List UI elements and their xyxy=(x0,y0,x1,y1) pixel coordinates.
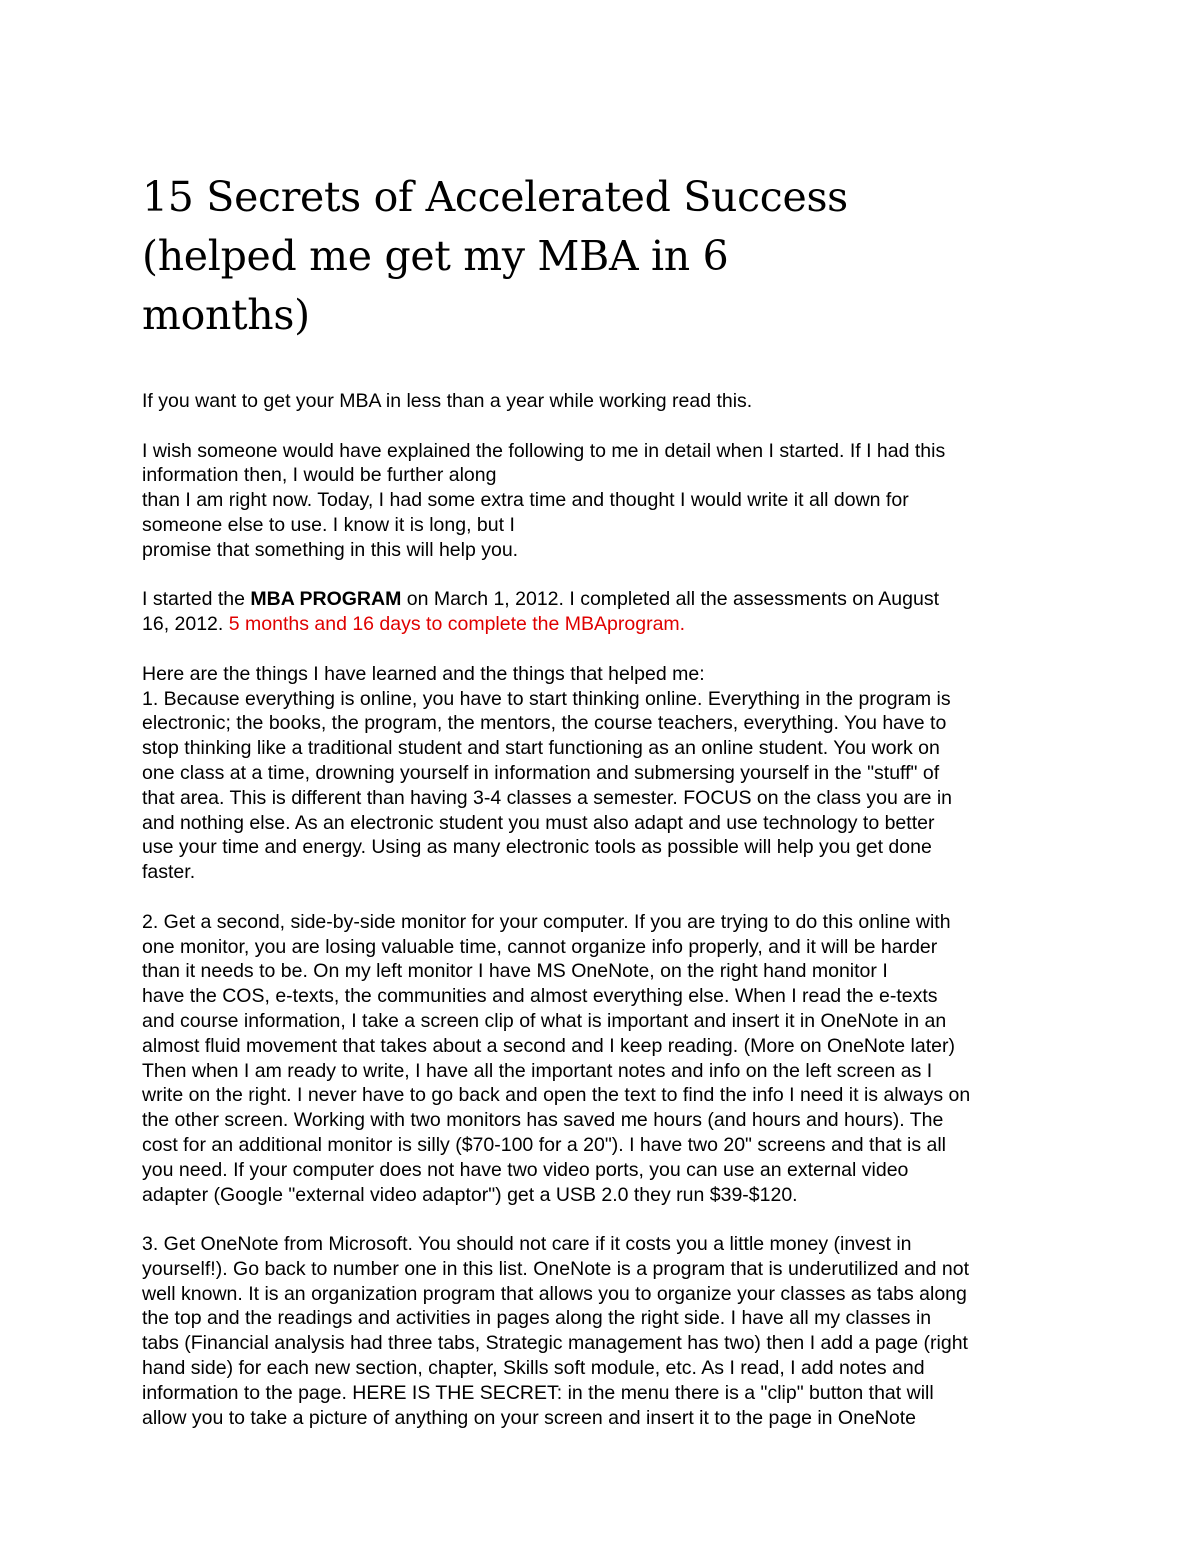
paragraph-line: 1. Because everything is online, you have to start thinking online. Everything in the program is xyxy=(142,687,951,710)
title-line: months) xyxy=(142,291,310,339)
paragraph-line: that area. This is different than having 3-4 classes a semester. FOCUS on the class you are in xyxy=(142,786,953,809)
document-page xyxy=(142,168,1072,1455)
paragraph-line: the other screen. Working with two monitors has saved me hours (and hours and hours). The xyxy=(142,1109,944,1132)
paragraph-line: Then when I am ready to write, I have all the important notes and info on the left screen as I xyxy=(142,1059,933,1082)
paragraph-line: have the COS, e-texts, the communities and almost everything else. When I read the e-texts xyxy=(142,985,938,1008)
paragraph-line xyxy=(142,612,1072,637)
paragraph-line: information to the page. HERE IS THE SECRET: in the menu there is a "clip" button that will xyxy=(142,1381,934,1404)
paragraph-line: faster. xyxy=(142,861,196,884)
paragraph-line xyxy=(142,587,1072,612)
paragraph-line: well known. It is an organization program that allows you to organize your classes as tabs along xyxy=(142,1282,967,1305)
document-body xyxy=(142,389,1072,1430)
paragraph-line: write on the right. I never have to go back and open the text to find the info I need it is always on xyxy=(142,1084,971,1107)
wish-paragraph xyxy=(142,439,1072,563)
paragraph-line: information then, I would be further along xyxy=(142,464,497,487)
paragraph-line: If you want to get your MBA in less than a year while working read this. xyxy=(142,390,753,412)
paragraph-line: 2. Get a second, side-by-side monitor for your computer. If you are trying to do this online with xyxy=(142,910,951,933)
completion-date: 16, 2012. xyxy=(142,613,229,636)
paragraph-line: use your time and energy. Using as many electronic tools as possible will help you get done xyxy=(142,836,932,859)
started-prefix: I started the xyxy=(142,588,251,611)
learned-paragraph xyxy=(142,662,1072,885)
paragraph-line: almost fluid movement that takes about a second and I keep reading. (More on OneNote later) xyxy=(142,1034,955,1057)
paragraph-line: cost for an additional monitor is silly ($70-100 for a 20"). I have two 20" screens and that is all xyxy=(142,1133,947,1156)
paragraph-line: and course information, I take a screen clip of what is important and insert it in OneNote in an xyxy=(142,1009,947,1032)
paragraph-line: than it needs to be. On my left monitor I have MS OneNote, on the right hand monitor I xyxy=(142,960,888,983)
paragraph-line: stop thinking like a traditional student and start functioning as an online student. You work on xyxy=(142,737,940,760)
paragraph-line: tabs (Financial analysis had three tabs, Strategic management has two) then I add a page (right xyxy=(142,1332,968,1355)
title-line: 15 Secrets of Accelerated Success xyxy=(142,173,848,221)
paragraph-line: yourself!). Go back to number one in this list. OneNote is a program that is underutilized and not xyxy=(142,1257,970,1280)
started-paragraph xyxy=(142,587,1072,637)
paragraph-line: 3. Get OneNote from Microsoft. You should not care if it costs you a little money (invest in xyxy=(142,1233,912,1256)
paragraph-line: electronic; the books, the program, the mentors, the course teachers, everything. You have to xyxy=(142,712,947,735)
paragraph-line: adapter (Google "external video adaptor") get a USB 2.0 they run $39-$120. xyxy=(142,1183,798,1206)
paragraph-line: Here are the things I have learned and the things that helped me: xyxy=(142,662,705,685)
completion-duration-highlight: 5 months and 16 days to complete the MBAprogram. xyxy=(228,613,686,636)
started-suffix: on March 1, 2012. I completed all the assessments on August xyxy=(401,588,939,611)
paragraph-line: one monitor, you are losing valuable time, cannot organize info properly, and it will be harder xyxy=(142,935,938,958)
paragraph-line: you need. If your computer does not have two video ports, you can use an external video xyxy=(142,1158,909,1181)
intro-paragraph xyxy=(142,389,1072,414)
monitor-paragraph xyxy=(142,910,1072,1208)
paragraph-line: allow you to take a picture of anything on your screen and insert it to the page in OneNote xyxy=(142,1406,916,1429)
title-line: (helped me get my MBA in 6 xyxy=(142,232,729,280)
program-name-bold: MBA PROGRAM xyxy=(250,588,402,611)
paragraph-line: I wish someone would have explained the following to me in detail when I started. If I had this xyxy=(142,439,946,462)
paragraph-line: and nothing else. As an electronic student you must also adapt and use technology to better xyxy=(142,811,935,834)
paragraph-line: someone else to use. I know it is long, but I xyxy=(142,513,515,536)
paragraph-line: the top and the readings and activities in pages along the right side. I have all my classes in xyxy=(142,1307,932,1330)
document-title xyxy=(142,168,1072,345)
paragraph-line: one class at a time, drowning yourself in information and submersing yourself in the "stuff" of xyxy=(142,761,940,784)
paragraph-line: promise that something in this will help you. xyxy=(142,538,519,561)
paragraph-line: than I am right now. Today, I had some extra time and thought I would write it all down for xyxy=(142,489,909,512)
onenote-paragraph xyxy=(142,1232,1072,1430)
paragraph-line: hand side) for each new section, chapter, Skills soft module, etc. As I read, I add notes and xyxy=(142,1357,925,1380)
